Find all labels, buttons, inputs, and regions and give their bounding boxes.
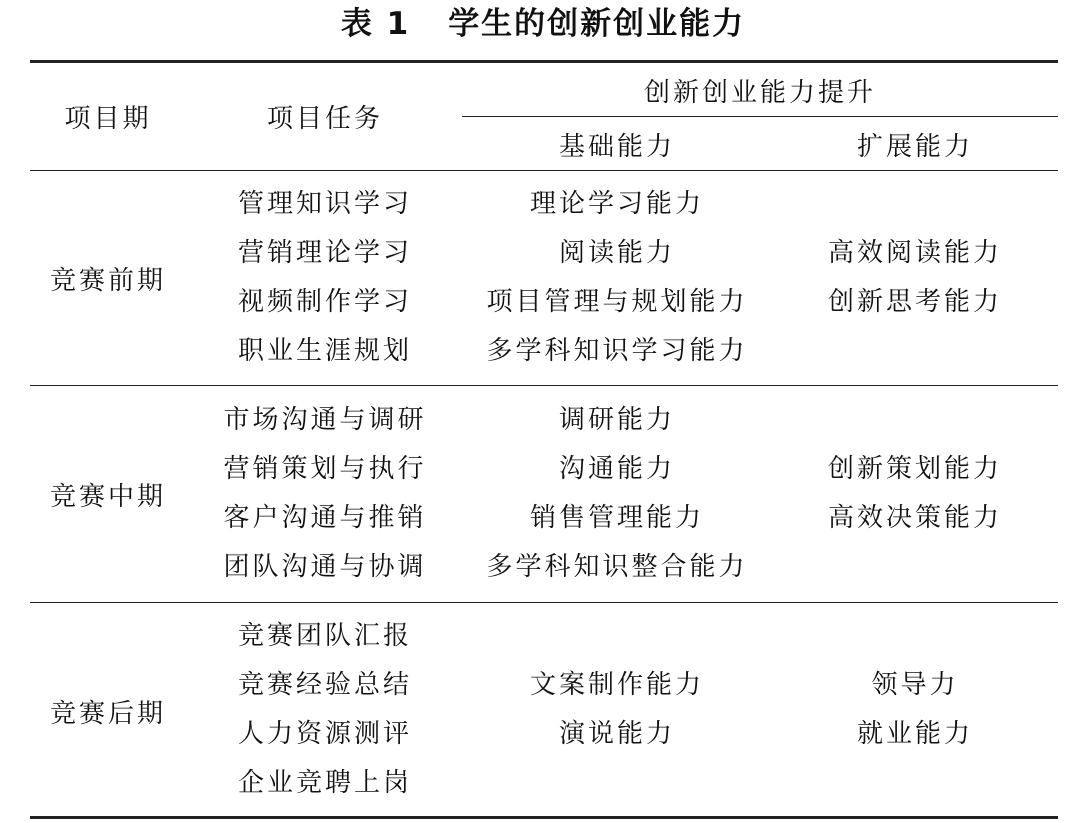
row-2-period: 竞赛中期: [49, 482, 166, 512]
table-caption: [0, 0, 1086, 48]
row-2-basic-1: 调研能力: [558, 405, 675, 435]
row-1-basic-1: 理论学习能力: [529, 189, 704, 219]
row-1-period: 竞赛前期: [49, 266, 166, 296]
row-1-task-3: 视频制作学习: [237, 287, 412, 317]
row-2-ext-2: 创新策划能力: [827, 454, 1002, 484]
row-1-task-2: 营销理论学习: [237, 238, 412, 268]
row-3-ext-4: [772, 759, 1058, 808]
row-3-extended: [772, 612, 1058, 808]
row-1-ext-4: [772, 327, 1058, 376]
row-2-task-1: 市场沟通与调研: [223, 405, 427, 435]
row-3-basic-2: 文案制作能力: [529, 670, 704, 700]
row-1-ext-2: 高效阅读能力: [827, 238, 1002, 268]
row-3-basic: [462, 612, 772, 808]
row-1-tasks: [190, 180, 460, 376]
row-1-task-4: 职业生涯规划: [237, 336, 412, 366]
row-3-task-2: 竞赛经验总结: [237, 670, 412, 700]
row-3-basic-4: [462, 759, 772, 808]
row-2-ext-1: [772, 396, 1058, 445]
table-caption-text: 学生的创新创业能力: [448, 6, 746, 42]
row-3-ext-2: 领导力: [871, 670, 959, 700]
row-3-basic-3: 演说能力: [558, 719, 675, 749]
row-1-basic-3: 项目管理与规划能力: [486, 287, 748, 317]
row-1-basic-2: 阅读能力: [558, 238, 675, 268]
row-3-task-4: 企业竞聘上岗: [237, 768, 412, 798]
row-2-basic-2: 沟通能力: [558, 454, 675, 484]
row-3-basic-1: [462, 612, 772, 661]
row-2-tasks: [190, 396, 460, 592]
table-top-rule: [30, 60, 1058, 63]
row-2-ext-4: [772, 543, 1058, 592]
row-2-task-4: 团队沟通与协调: [223, 552, 427, 582]
row-separator-2: [30, 602, 1058, 603]
header-tasks: 项目任务: [266, 104, 383, 134]
row-2-basic-4: 多学科知识整合能力: [486, 552, 748, 582]
row-3-ext-1: [772, 612, 1058, 661]
row-3-task-3: 人力资源测评: [237, 719, 412, 749]
header-period: 项目期: [64, 104, 152, 134]
header-extended: 扩展能力: [856, 132, 973, 162]
row-2-ext-3: 高效决策能力: [827, 503, 1002, 533]
row-2-basic: [462, 396, 772, 592]
row-1-basic-4: 多学科知识学习能力: [486, 336, 748, 366]
header-group-rule: [462, 116, 1058, 117]
row-3-ext-3: 就业能力: [856, 719, 973, 749]
row-1-ext-1: [772, 180, 1058, 229]
row-separator-1: [30, 385, 1058, 386]
row-3-period: 竞赛后期: [49, 699, 166, 729]
row-1-basic: [462, 180, 772, 376]
row-3-tasks: [190, 612, 460, 808]
row-1-extended: [772, 180, 1058, 376]
table-bottom-rule: [30, 816, 1058, 819]
header-basic: 基础能力: [558, 132, 675, 162]
row-2-extended: [772, 396, 1058, 592]
header-group: 创新创业能力提升: [643, 78, 876, 108]
row-1-task-1: 管理知识学习: [237, 189, 412, 219]
row-2-task-2: 营销策划与执行: [223, 454, 427, 484]
header-bottom-rule: [30, 170, 1058, 171]
row-3-task-1: 竞赛团队汇报: [237, 621, 412, 651]
row-2-task-3: 客户沟通与推销: [223, 503, 427, 533]
row-2-basic-3: 销售管理能力: [529, 503, 704, 533]
row-1-ext-3: 创新思考能力: [827, 287, 1002, 317]
table-caption-number: 表 1: [340, 6, 411, 42]
